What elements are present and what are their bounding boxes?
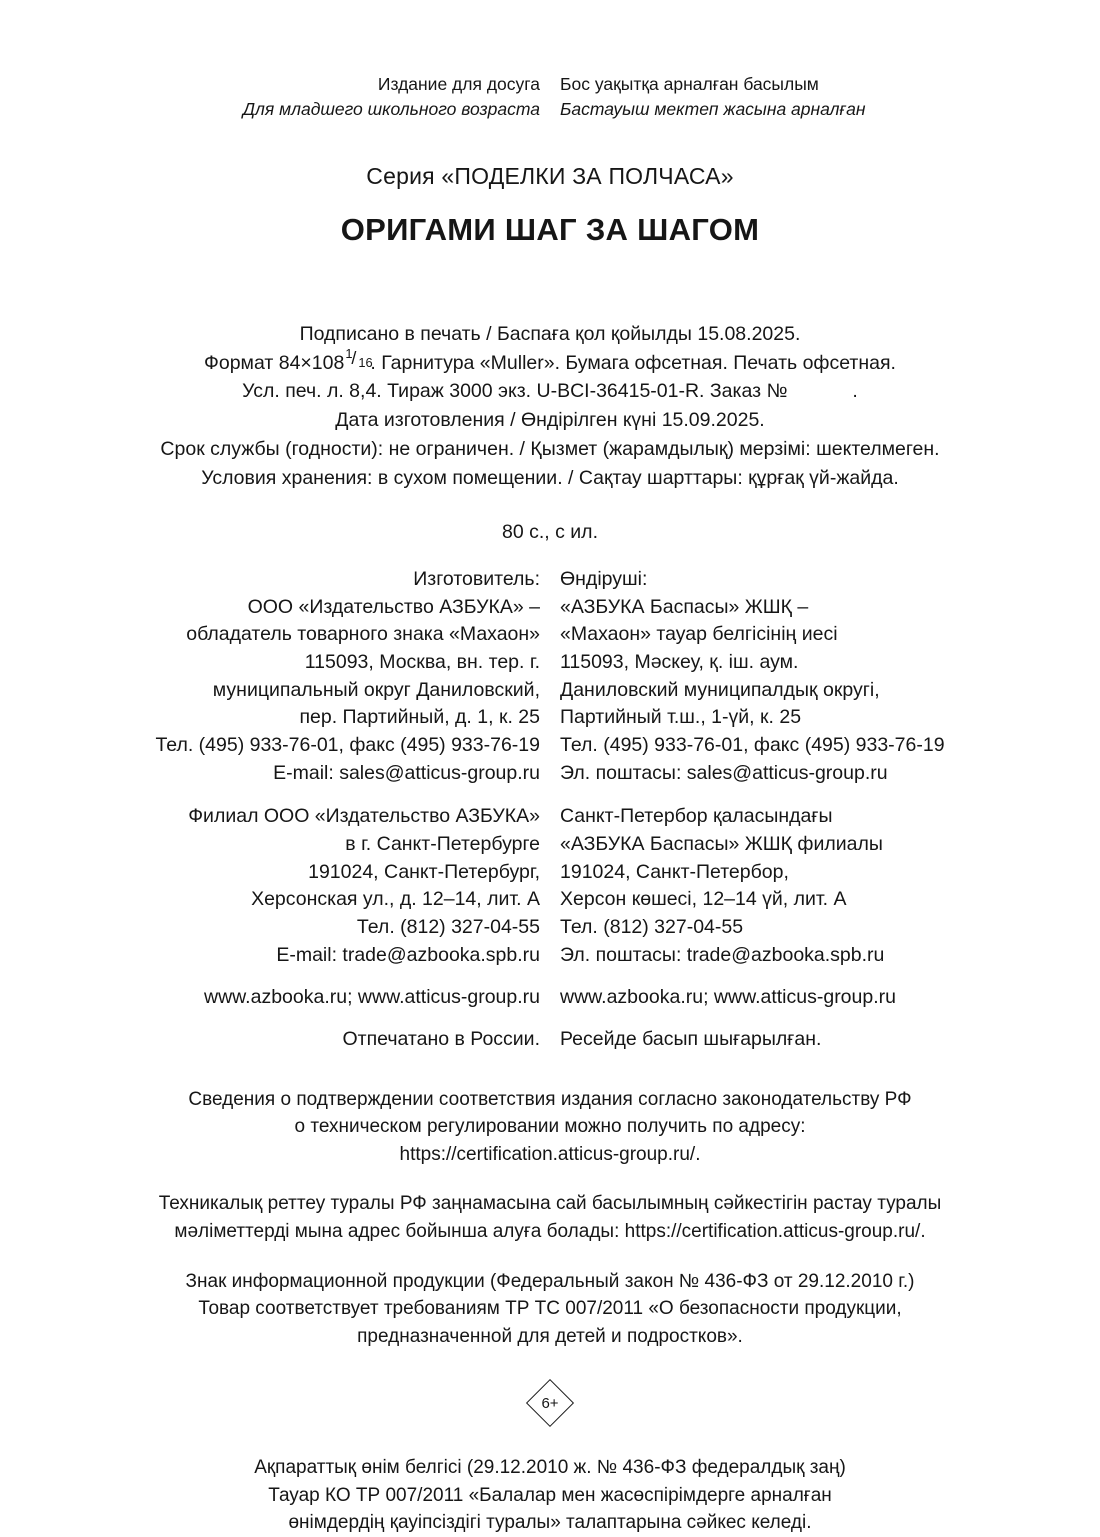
- publisher-ru: [115, 566, 540, 788]
- publisher-kz-line: Даниловский муниципалдық округі,: [560, 678, 880, 701]
- age-rating-label: 6+: [541, 1394, 559, 1412]
- format-fraction: [344, 345, 373, 370]
- publisher-ru-line: Изготовитель:: [413, 567, 540, 590]
- branch-kz-email: Эл. поштасы: trade@azbooka.spb.ru: [560, 943, 885, 966]
- printed-in-ru-text: Отпечатано в России.: [342, 1028, 540, 1051]
- format-line: [0, 345, 1100, 378]
- certification-kz-line: Техникалық реттеу туралы РФ заңнамасына сай басылымның сәйкестігін растау туралы: [158, 1193, 942, 1215]
- branch-kz-line: 191024, Санкт-Петербор,: [560, 860, 789, 883]
- publisher-kz-line: Партийный т.ш., 1-үй, к. 25: [560, 706, 802, 729]
- branch-ru-phone: Тел. (812) 327-04-55: [356, 916, 540, 939]
- info-mark-kz-line: Ақпараттық өнім белгісі (29.12.2010 ж. № 436-ФЗ федералдық заң): [254, 1457, 846, 1479]
- branch-kz-line: «АЗБУКА Баспасы» ЖШҚ филиалы: [560, 833, 883, 856]
- certification-ru-url[interactable]: https://certification.atticus-group.ru/.: [399, 1143, 701, 1165]
- printed-in-kz-text: Ресейде басып шығарылған.: [560, 1028, 822, 1051]
- websites-block: [115, 984, 985, 1012]
- branch-kz-phone: Тел. (812) 327-04-55: [560, 916, 744, 939]
- certification-kz-block: [0, 1190, 1100, 1245]
- publisher-kz-email: Эл. поштасы: sales@atticus-group.ru: [560, 761, 888, 784]
- audience-kz-line-2: Бастауыш мектеп жасына арналған: [560, 98, 866, 119]
- branch-kz-line: Херсон көшесі, 12–14 үй, лит. А: [560, 888, 847, 911]
- service-life-line: Срок службы (годности): не ограничен. / Қызмет (жарамдылық) мерзімі: шектелмеген.: [160, 438, 940, 461]
- fraction-slash: /: [351, 348, 357, 369]
- audience-header: [115, 0, 985, 122]
- certification-kz-url[interactable]: мәліметтерді мына адрес бойынша алуға болады: https://certification.atticus-group.ru/.: [174, 1221, 926, 1243]
- age-rating-wrapper: [0, 1378, 1100, 1428]
- branch-ru-line: 191024, Санкт-Петербург,: [308, 860, 540, 883]
- publisher-kz-line: «Махаон» тауар белгісінің иесі: [560, 623, 838, 646]
- branch-ru-line: в г. Санкт-Петербурге: [345, 833, 540, 856]
- publisher-ru-line: 115093, Москва, вн. тер. г.: [304, 650, 540, 673]
- publisher-kz-phone: Тел. (495) 933-76-01, факс (495) 933-76-19: [560, 733, 945, 756]
- signed-to-print-line: Подписано в печать / Баспаға қол қойылды 15.08.2025.: [299, 322, 801, 345]
- info-mark-kz-line: өнімдердің қауіпсіздігі туралы» талаптарына сәйкес келеді.: [288, 1512, 812, 1534]
- fraction-denominator: 16: [358, 354, 373, 370]
- websites-ru: [115, 984, 540, 1012]
- publisher-ru-phone: Тел. (495) 933-76-01, факс (495) 933-76-19: [155, 733, 540, 756]
- printed-in-block: [115, 1026, 985, 1054]
- manufacture-date-line: Дата изготовления / Өндірілген күні 15.09.2025.: [335, 409, 765, 432]
- publisher-kz-line: 115093, Мәскеу, қ. іш. аум.: [560, 650, 799, 673]
- fraction-numerator: 1: [345, 345, 353, 361]
- branch-kz-line: Санкт-Петербор қаласындағы: [560, 805, 833, 828]
- publisher-ru-line: муниципальный округ Даниловский,: [212, 678, 540, 701]
- info-product-mark-ru-block: [0, 1268, 1100, 1351]
- info-mark-ru-line: Товар соответствует требованиям ТР ТС 007/2011 «О безопасности продукции,: [198, 1298, 902, 1320]
- publisher-kz-line: Өндіруші:: [560, 567, 648, 590]
- branch-ru-line: Херсонская ул., д. 12–14, лит. А: [251, 888, 540, 911]
- info-mark-ru-line: Знак информационной продукции (Федеральный закон № 436-ФЗ от 29.12.2010 г.): [185, 1270, 915, 1292]
- info-mark-ru-line: предназначенной для детей и подростков».: [357, 1325, 743, 1347]
- print-specifications: [0, 320, 1100, 493]
- print-sheets-line: Усл. печ. л. 8,4. Тираж 3000 экз. U-BCI-36415-01-R. Заказ № .: [242, 380, 858, 403]
- page-title: ОРИГАМИ ШАГ ЗА ШАГОМ: [340, 211, 760, 247]
- format-suffix: . Гарнитура «Muller». Бумага офсетная. Печать офсетная.: [370, 351, 896, 374]
- info-product-mark-kz-block: [0, 1454, 1100, 1537]
- branch-ru-email: E-mail: trade@azbooka.spb.ru: [276, 943, 540, 966]
- website-ru-link[interactable]: www.azbooka.ru; www.atticus-group.ru: [204, 986, 540, 1009]
- publisher-ru-line: обладатель товарного знака «Махаон»: [186, 623, 540, 646]
- branch-ru-line: Филиал ООО «Издательство АЗБУКА»: [188, 805, 540, 828]
- format-prefix: Формат 84×108: [204, 351, 345, 374]
- audience-header-ru: [115, 72, 540, 122]
- certification-ru-block: [0, 1086, 1100, 1169]
- certification-ru-line: о техническом регулировании можно получить по адресу:: [294, 1116, 806, 1138]
- websites-kz: [560, 984, 985, 1012]
- age-rating-diamond-icon: [525, 1378, 575, 1428]
- printed-in-ru: [115, 1026, 540, 1054]
- audience-kz-line-1: Бос уақытқа арналған басылым: [560, 74, 819, 94]
- printed-in-kz: [560, 1026, 985, 1054]
- branch-block: [115, 803, 985, 969]
- info-mark-kz-line: Тауар КО ТР 007/2011 «Балалар мен жасөспірімдерге арналған: [268, 1484, 832, 1506]
- branch-ru: [115, 803, 540, 969]
- certification-ru-line: Сведения о подтверждении соответствия издания согласно законодательству РФ: [188, 1088, 912, 1110]
- audience-ru-line-1: Издание для досуга: [377, 74, 540, 94]
- page-count-note: 80 с., с ил.: [502, 520, 598, 543]
- branch-kz: [560, 803, 985, 969]
- publisher-kz: [560, 566, 985, 788]
- publisher-block: [115, 566, 985, 788]
- storage-conditions-line: Условия хранения: в сухом помещении. / Сақтау шарттары: құрғақ үй-жайда.: [201, 466, 899, 489]
- series-name: Серия «ПОДЕЛКИ ЗА ПОЛЧАСА»: [366, 162, 734, 189]
- publisher-ru-line: ООО «Издательство АЗБУКА» –: [247, 595, 540, 618]
- website-kz-link[interactable]: www.azbooka.ru; www.atticus-group.ru: [560, 986, 896, 1009]
- publisher-ru-line: пер. Партийный, д. 1, к. 25: [299, 706, 540, 729]
- audience-header-kz: [560, 72, 985, 122]
- audience-ru-line-2: Для младшего школьного возраста: [242, 98, 540, 119]
- publisher-kz-line: «АЗБУКА Баспасы» ЖШҚ –: [560, 595, 809, 618]
- publisher-ru-email: E-mail: sales@atticus-group.ru: [273, 761, 540, 784]
